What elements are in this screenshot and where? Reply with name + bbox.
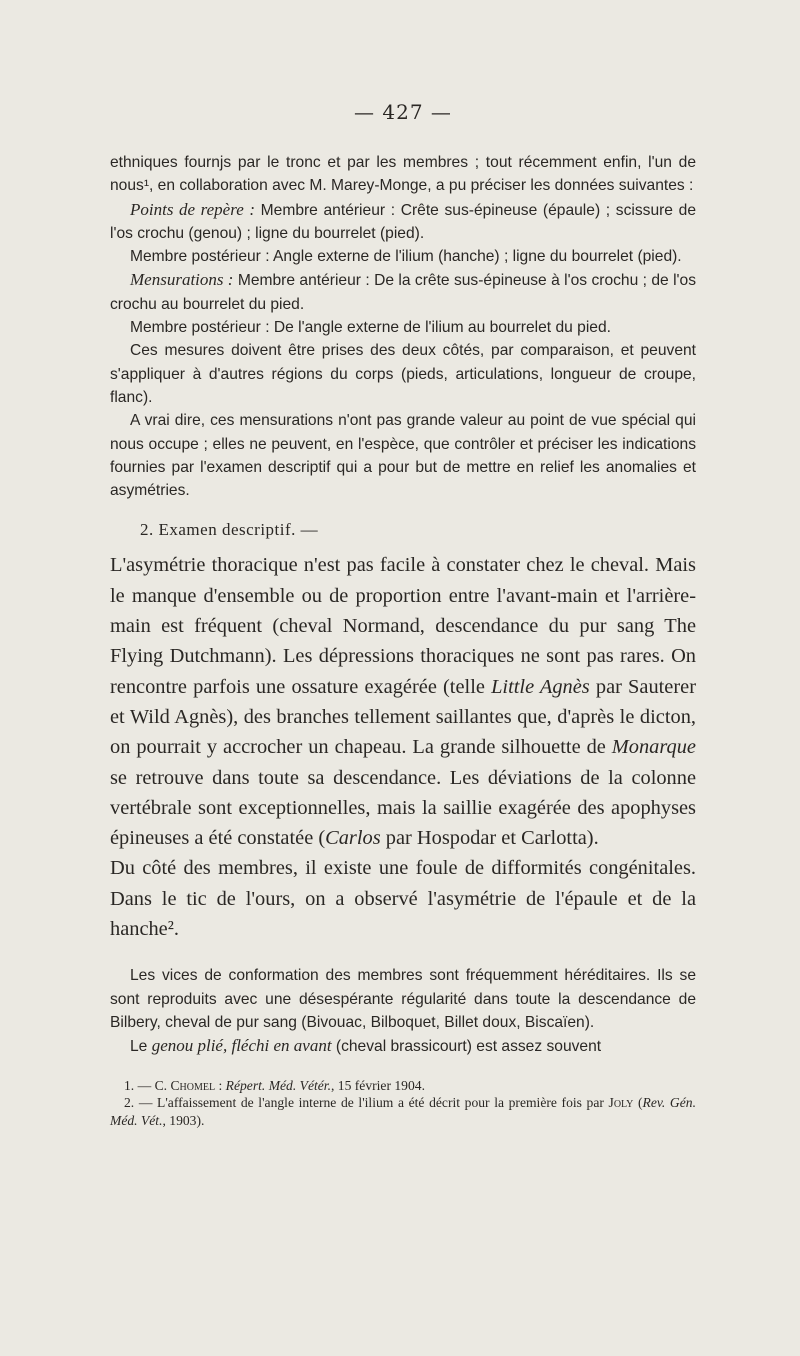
paragraph-vrai-dire: A vrai dire, ces mensurations n'ont pas grande valeur au point de vue spécial qui nous occupe ; elles ne peuvent, en l'espèce, que contrôler et préciser les indications fournies par l'examen descriptif qui a pour but de mettre en relief les anomalies et asymétries. xyxy=(110,412,696,500)
large-text-block xyxy=(110,550,696,944)
paragraph-intro: ethniques fournjs par le tronc et par les membres ; tout récemment enfin, l'un de nous¹, en collaboration avec M. Marey-Monge, a pu préciser les données suivantes : xyxy=(110,154,696,195)
text-run: 1. — C. xyxy=(124,1077,171,1093)
paragraph-mesures: Ces mesures doivent être prises des deux côtés, par comparaison, et peuvent s'appliquer à d'autres régions du corps (pieds, articulations, longueur de croupe, flanc). xyxy=(110,342,696,406)
horse-name-little-agnes: Little Agnès xyxy=(491,675,590,698)
author-name: Chomel xyxy=(170,1077,216,1093)
text-run: ( xyxy=(633,1095,643,1110)
reperes-label: Points de repère : xyxy=(130,199,255,219)
journal-title: Répert. Méd. Vétér. xyxy=(225,1077,331,1093)
paragraph-genou xyxy=(110,1034,696,1058)
paragraph-mensurations-post: Membre postérieur : De l'angle externe de l'ilium au bourrelet du pied. xyxy=(130,319,611,337)
text-run: Le xyxy=(130,1038,152,1056)
section-heading: 2. Examen descriptif. — xyxy=(140,520,319,540)
upper-text-block xyxy=(110,151,696,502)
page-number: — 427 — xyxy=(354,100,452,124)
mensurations-text: Membre antérieur : De la crête sus-épineuse à l'os crochu ; de l'os crochu au bourrelet du pied. xyxy=(110,272,696,313)
genou-term: genou plié, fléchi en avant xyxy=(151,1036,332,1056)
horse-name-carlos: Carlos xyxy=(325,827,381,850)
text-run: par Hospodar et Carlotta). xyxy=(380,827,599,850)
paragraph-vices: Les vices de conformation des membres sont fréquemment héréditaires. Ils se sont reproduits avec une désespérante régularité dans toute la descendance de Bilbery, cheval de pur sang (Bivouac, Bilboquet, Billet doux, Biscaïen). xyxy=(110,967,696,1031)
paragraph-reperes-post: Membre postérieur : Angle externe de l'ilium (hanche) ; ligne du bourrelet (pied). xyxy=(130,248,682,266)
paragraph-membres: Du côté des membres, il existe une foule de difformités congénitales. Dans le tic de l'ours, on a observé l'asymétrie de l'épaule et de la hanche². xyxy=(110,857,696,941)
paragraph-asymetrie xyxy=(110,550,696,853)
text-run: par Sauterer et Wild Agnès), des branches tellement saillantes que, d'après le dicton, on pourrait y accrocher un chapeau. La grande silhouette de xyxy=(110,675,696,759)
text-run: (cheval brassicourt) est assez souvent xyxy=(331,1038,602,1056)
footnote-1 xyxy=(110,1077,696,1095)
text-run: se retrouve dans toute sa descendance. Les déviations de la colonne vertébrale sont exceptionnelles, mais la saillie exagérée des apophyses épineuses a été constatée ( xyxy=(110,766,696,850)
footnotes xyxy=(110,1077,696,1130)
author-name: Joly xyxy=(608,1095,634,1110)
journal-title: Rev. Gén. Méd. Vét. xyxy=(110,1095,696,1128)
reperes-text: Membre antérieur : Crête sus-épineuse (épaule) ; scissure de l'os crochu (genou) ; ligne du bourrelet (pied). xyxy=(110,201,696,242)
horse-name-monarque: Monarque xyxy=(611,736,696,759)
text-run: , 15 février 1904. xyxy=(330,1077,425,1093)
text-run: , 1903). xyxy=(162,1112,205,1128)
text-run: 2. — L'affaissement de l'angle interne de l'ilium a été décrit pour la première fois par xyxy=(124,1095,609,1110)
paragraph-reperes xyxy=(110,198,696,246)
text-run: : xyxy=(215,1077,226,1093)
mensurations-label: Mensurations : xyxy=(130,270,234,290)
footnote-2 xyxy=(110,1094,696,1129)
lower-text-block xyxy=(110,964,696,1058)
paragraph-mensurations xyxy=(110,268,696,316)
text-run: L'asymétrie thoracique n'est pas facile à constater chez le cheval. Mais le manque d'ensemble ou de proportion entre l'avant-main et l'arrière-main est fréquent (cheval Normand, descendance du pur sang The Flying Dutchmann). Les dépressions thoraciques ne sont pas rares. On rencontre parfois une ossature exagérée (telle xyxy=(110,554,696,698)
